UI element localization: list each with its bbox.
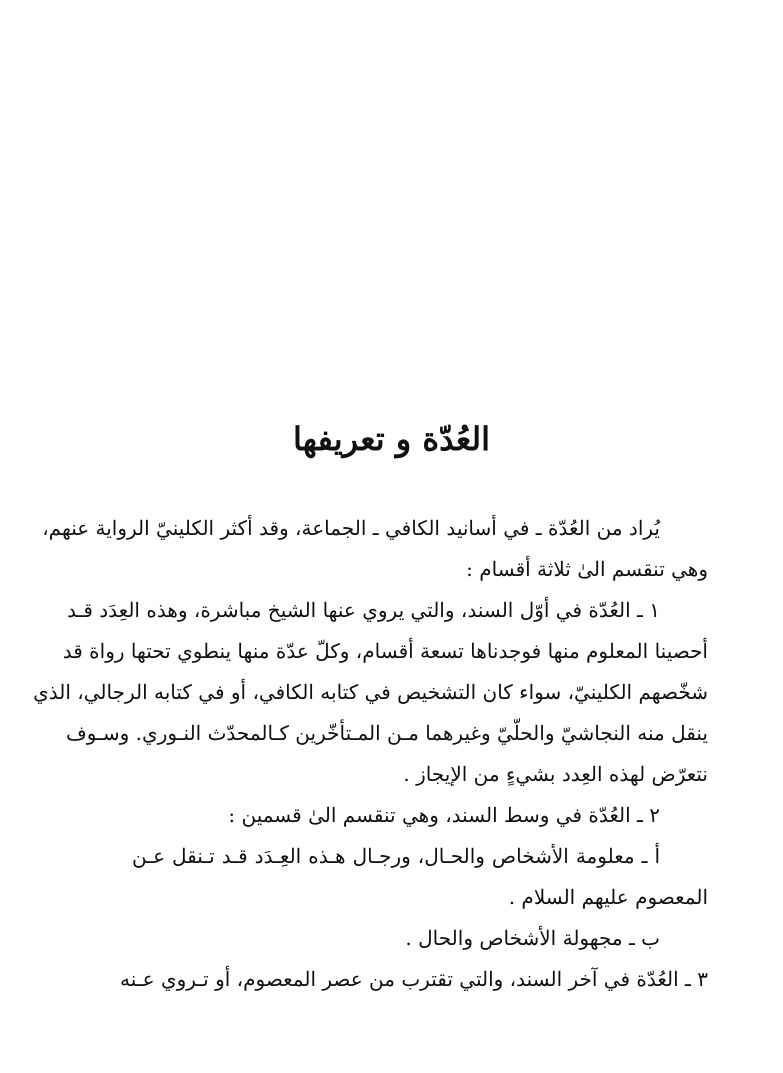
text-line: ٢ ـ العُدّة في وسط السند، وهي تنقسم الىٰ قسمين :	[228, 803, 660, 827]
text-line: ب ـ مجهولة الأشخاص والحال .	[405, 926, 660, 950]
text-line: يُراد من العُدّة ـ في أسانيد الكافي ـ الجماعة، وقد أكثر الكلينيّ الرواية عنهم،	[42, 516, 660, 540]
text-line: وهي تنقسم الىٰ ثلاثة أقسام :	[466, 557, 708, 581]
text-line: المعصوم عليهم السلام .	[508, 885, 708, 909]
text-line: ٣ ـ العُدّة في آخر السند، والتي تقترب من عصر المعصوم، أو تـروي عـنه	[120, 967, 708, 991]
text-line: نتعرّض لهذه العِدد بشيءٍ من الإيجاز .	[403, 762, 708, 786]
text-line: ١ ـ العُدّة في أوّل السند، والتي يروي عنها الشيخ مباشرة، وهذه العِدَد قـد	[66, 598, 660, 622]
text-line: أ ـ معلومة الأشخاص والحـال، ورجـال هـذه العِـدَد قـد تـنقل عـن	[132, 844, 660, 868]
page-title: العُدّة و تعريفها	[293, 420, 490, 458]
text-line: ينقل منه النجاشيّ والحلّيّ وغيرهما مـن المـتأخّرين كـالمحدّث النـوري. وسـوف	[65, 721, 708, 745]
body-text	[33, 508, 708, 1000]
text-line: أحصينا المعلوم منها فوجدناها تسعة أقسام، وكلّ عدّة منها ينطوي تحتها رواة قد	[62, 639, 708, 663]
text-line: شخّصهم الكلينيّ، سواء كان التشخيص في كتابه الكافي، أو في كتابه الرجالي، الذي	[33, 680, 708, 704]
